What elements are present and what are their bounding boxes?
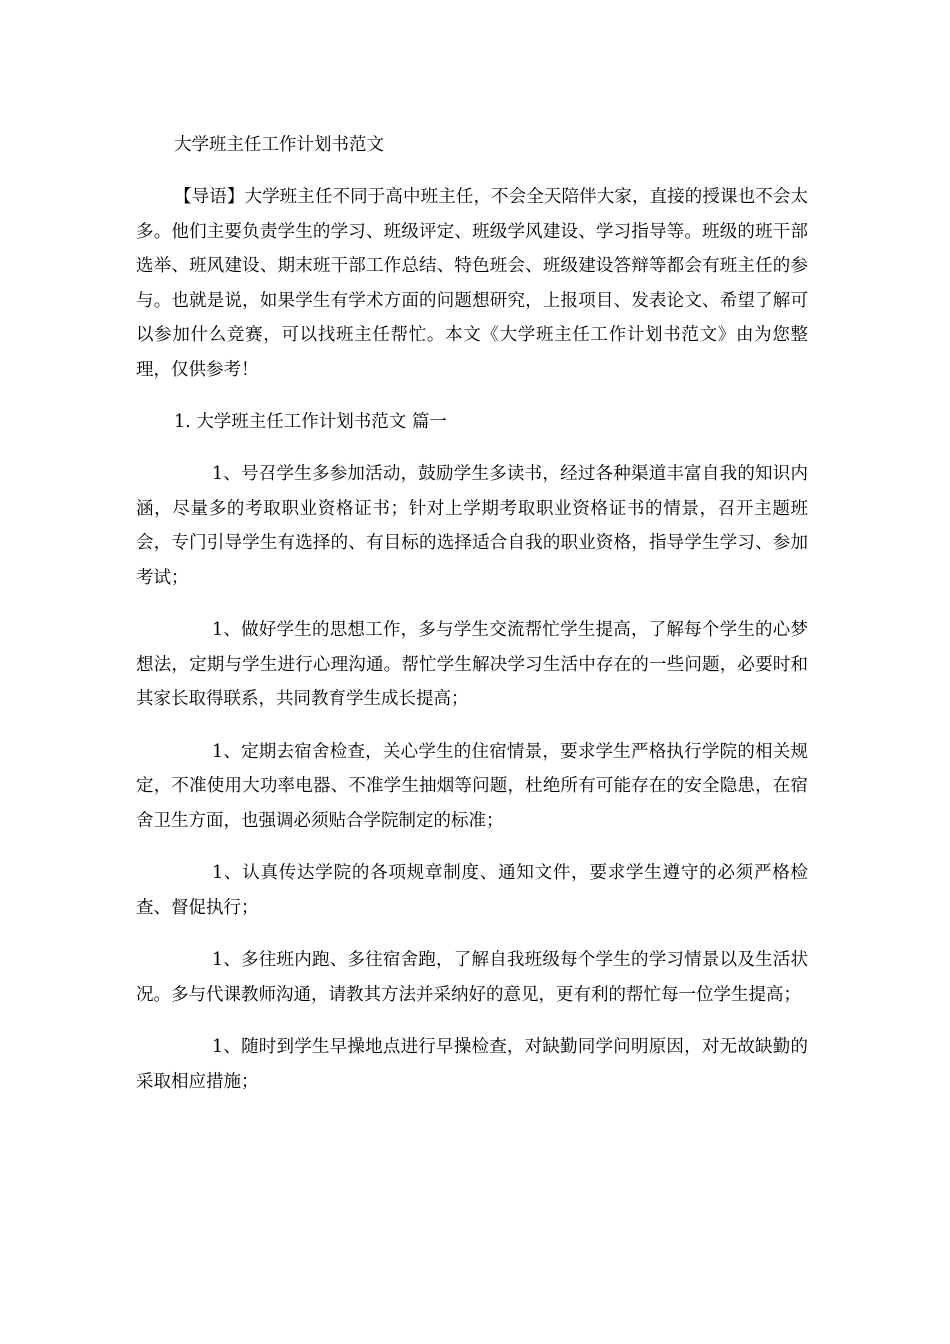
section-heading: 1. 大学班主任工作计划书范文 篇一 — [174, 412, 447, 432]
plan-item-2: 1、做好学生的思想工作，多与学生交流帮忙学生提高，了解每个学生的心梦想法，定期与学生进行心理沟通。帮忙学生解决学习生活中存在的一些问题，必要时和其家长取得联系，共同教育学生成长提高； — [136, 620, 808, 709]
plan-item-1: 1、号召学生多参加活动，鼓励学生多读书，经过各种渠道丰富自我的知识内涵，尽量多的考取职业资格证书；针对上学期考取职业资格证书的情景，召开主题班会，专门引导学生有选择的、有目标的选择适合自我的职业资格，指导学生学习、参加考试； — [136, 464, 808, 588]
plan-item-4: 1、认真传达学院的各项规章制度、通知文件，要求学生遵守的必须严格检查、督促执行； — [136, 863, 808, 918]
plan-item-5: 1、多往班内跑、多往宿舍跑，了解自我班级每个学生的学习情景以及生活状况。多与代课教师沟通，请教其方法并采纳好的意见，更有利的帮忙每一位学生提高； — [136, 950, 808, 1005]
plan-item-6: 1、随时到学生早操地点进行早操检查，对缺勤同学问明原因，对无故缺勤的采取相应措施； — [136, 1037, 808, 1092]
intro-paragraph: 【导语】大学班主任不同于高中班主任，不会全天陪伴大家，直接的授课也不会太多。他们主要负责学生的学习、班级评定、班级学风建设、学习指导等。班级的班干部选举、班风建设、期末班干部工作总结、特色班会、班级建设答辩等都会有班主任的参与。也就是说，如果学生有学术方面的问题想研究，上报项目、发表论文、希望了解可以参加什么竞赛，可以找班主任帮忙。本文《大学班主任工作计划书范文》由为您整理，仅供参考！ — [136, 187, 808, 380]
document-title: 大学班主任工作计划书范文 — [174, 135, 384, 155]
document-body — [136, 128, 808, 1117]
plan-item-3: 1、定期去宿舍检查，关心学生的住宿情景，要求学生严格执行学院的相关规定，不准使用大功率电器、不准学生抽烟等问题，杜绝所有可能存在的安全隐患，在宿舍卫生方面，也强调必须贴合学院制定的标准； — [136, 741, 808, 831]
